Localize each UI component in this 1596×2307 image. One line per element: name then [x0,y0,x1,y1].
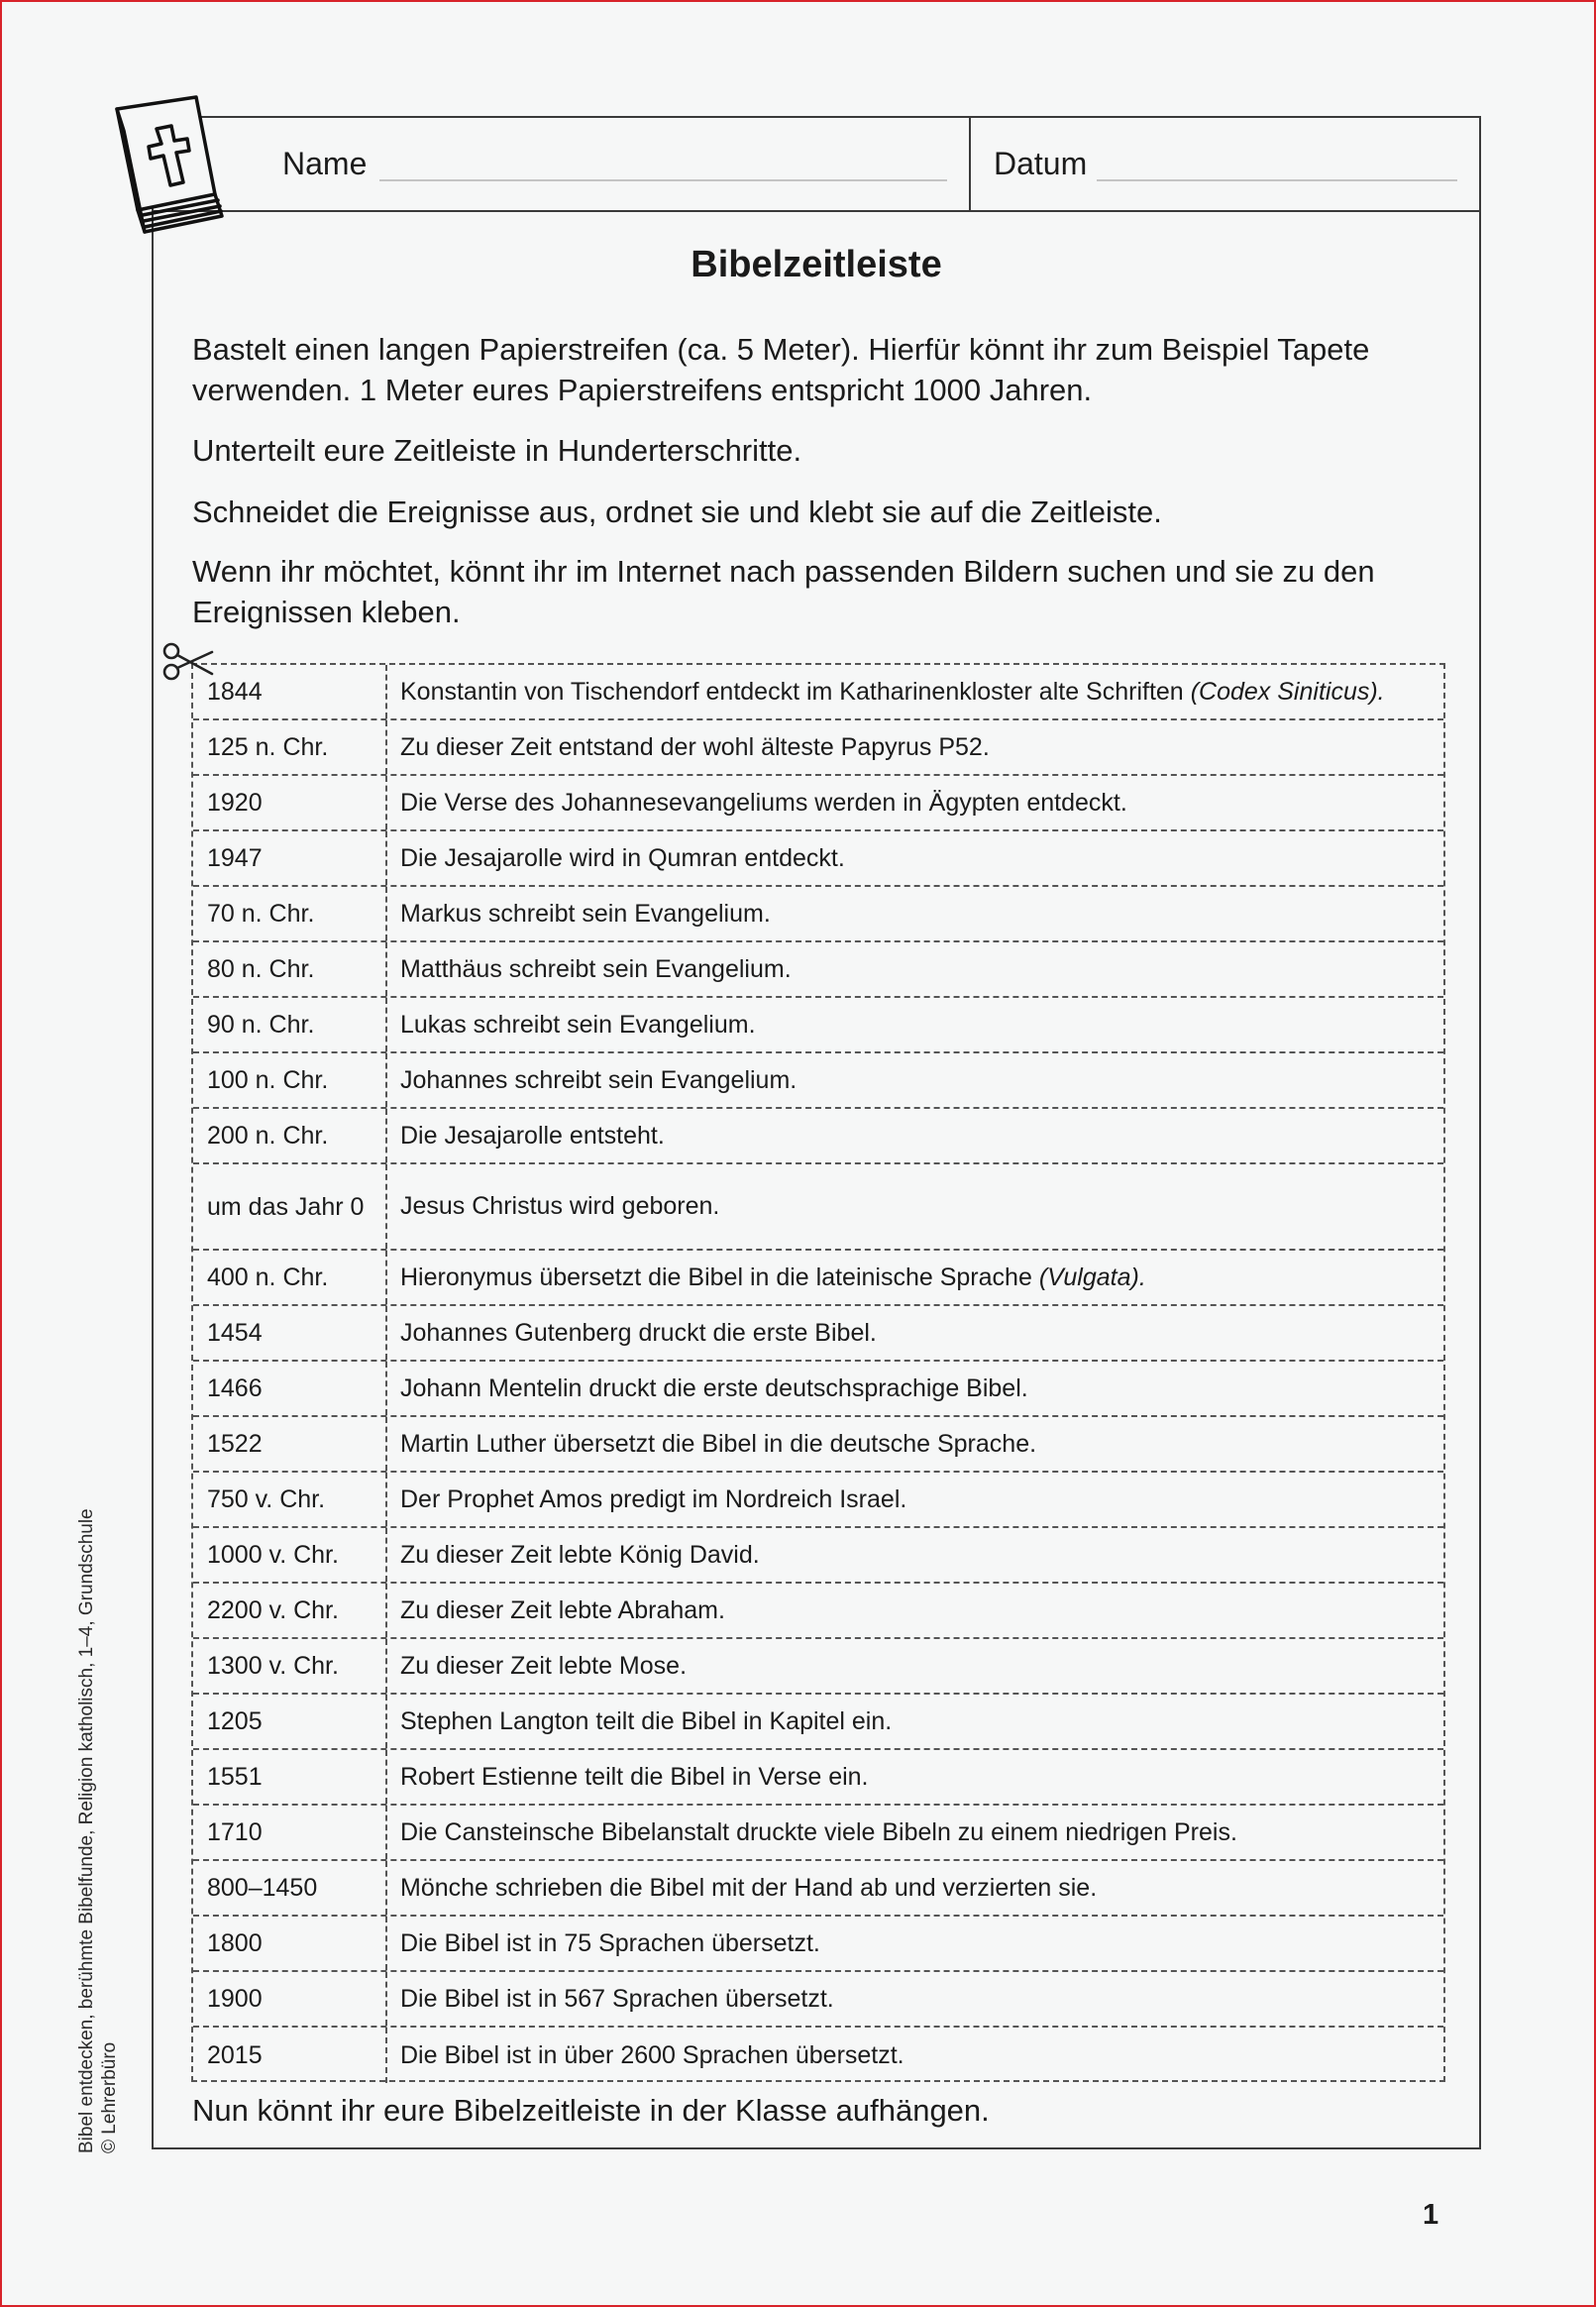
event-row [193,665,1443,720]
event-date: 1920 [207,789,263,817]
event-description [400,887,1436,940]
event-description [400,1417,1436,1471]
cut-line [385,776,387,829]
cut-line [385,887,387,940]
event-italic-note: (Vulgata). [1038,1263,1146,1291]
event-description [400,1750,1436,1804]
intro-paragraph-4: Wenn ihr möchtet, könnt ihr im Internet nach passenden Bildern suchen und sie zu den Ereignissen kleben. [192,554,1375,629]
event-row [193,1806,1443,1861]
event-date: 800–1450 [207,1874,318,1902]
event-date: 1800 [207,1929,263,1957]
event-text: Johann Mentelin druckt die erste deutschsprachige Bibel. [400,1373,1028,1402]
event-text: Hieronymus übersetzt die Bibel in die lateinische Sprache [400,1263,1032,1291]
event-description [400,1164,1436,1249]
event-cut-table [191,663,1445,2082]
event-date: 1844 [207,678,263,706]
cut-line [385,1306,387,1360]
event-row [193,1528,1443,1584]
event-description [400,1972,1436,2026]
cut-line [385,1053,387,1107]
event-date: 1900 [207,1985,263,2013]
cut-line [385,1639,387,1693]
event-date: 100 n. Chr. [207,1066,329,1094]
bible-book-icon [111,91,260,240]
worksheet [152,116,1481,2149]
event-description [400,1806,1436,1859]
cut-line [385,1750,387,1804]
event-row [193,720,1443,776]
cut-line [385,1251,387,1304]
event-row [193,1362,1443,1417]
cut-line [385,720,387,774]
event-row [193,1417,1443,1473]
intro-paragraph-2: Unterteilt eure Zeitleiste in Hunderterschritte. [192,433,802,468]
event-date: 80 n. Chr. [207,955,315,983]
event-description [400,1109,1436,1162]
page-title: Bibelzeitleiste [691,244,942,285]
event-row [193,1473,1443,1528]
event-date: 200 n. Chr. [207,1122,329,1150]
event-text: Zu dieser Zeit lebte Mose. [400,1651,688,1680]
event-text: Matthäus schreibt sein Evangelium. [400,954,792,983]
event-date: 750 v. Chr. [207,1485,326,1513]
event-text: Die Bibel ist in über 2600 Sprachen übersetzt. [400,2040,904,2069]
event-text: Martin Luther übersetzt die Bibel in die deutsche Sprache. [400,1429,1037,1458]
event-description [400,1639,1436,1693]
event-date: 400 n. Chr. [207,1263,329,1291]
event-row [193,887,1443,942]
event-italic-note: (Codex Siniticus). [1190,677,1385,706]
event-text: Markus schreibt sein Evangelium. [400,899,771,928]
event-text: Mönche schrieben die Bibel mit der Hand ab und verzierten sie. [400,1873,1098,1902]
event-text: Zu dieser Zeit entstand der wohl älteste Papyrus P52. [400,732,990,761]
name-field[interactable] [379,179,947,181]
event-description [400,1362,1436,1415]
cut-line [385,2028,387,2083]
event-date: 2200 v. Chr. [207,1596,339,1624]
event-text: Die Bibel ist in 75 Sprachen übersetzt. [400,1928,820,1957]
event-text: Die Verse des Johannesevangeliums werden in Ägypten entdeckt. [400,788,1127,817]
cut-line [385,1917,387,1970]
event-description [400,942,1436,996]
event-text: Konstantin von Tischendorf entdeckt im Katharinenkloster alte Schriften [400,677,1184,706]
event-row [193,831,1443,887]
sidebar-source-line: Bibel entdecken, berühmte Bibelfunde, Religion katholisch, 1–4, Grundschule [76,1508,97,2153]
event-date: 1947 [207,844,263,872]
event-text: Die Jesajarolle entsteht. [400,1121,665,1150]
page-number: 1 [1423,2199,1439,2231]
event-text: Johannes Gutenberg druckt die erste Bibel. [400,1318,877,1347]
event-date: 125 n. Chr. [207,733,329,761]
event-date: 1466 [207,1374,263,1402]
event-row [193,1639,1443,1695]
closing-text: Nun könnt ihr eure Bibelzeitleiste in der Klasse aufhängen. [192,2093,990,2128]
event-text: Die Bibel ist in 567 Sprachen übersetzt. [400,1984,834,2013]
name-label: Name [282,146,368,181]
cut-line [385,1528,387,1582]
event-text: Die Jesajarolle wird in Qumran entdeckt. [400,843,845,872]
cut-line [385,1861,387,1915]
cut-line [385,1417,387,1471]
scissors-icon [162,642,214,682]
event-date: 2015 [207,2041,263,2069]
event-description [400,720,1436,774]
event-description [400,1473,1436,1526]
event-row [193,1750,1443,1806]
event-text: Der Prophet Amos predigt im Nordreich Israel. [400,1484,907,1513]
event-description [400,776,1436,829]
event-row [193,998,1443,1053]
event-row [193,1695,1443,1750]
event-text: Robert Estienne teilt die Bibel in Verse ein. [400,1762,869,1791]
cut-line [385,1362,387,1415]
cut-line [385,1584,387,1637]
event-description [400,1251,1436,1304]
event-text: Zu dieser Zeit lebte Abraham. [400,1595,725,1624]
event-date: 1710 [207,1818,263,1846]
event-text: Zu dieser Zeit lebte König David. [400,1540,760,1569]
event-row [193,1306,1443,1362]
event-description [400,1861,1436,1915]
event-row [193,1861,1443,1917]
event-text: Jesus Christus wird geboren. [400,1192,720,1220]
event-date: um das Jahr 0 [207,1192,365,1221]
event-row [193,1164,1443,1251]
cut-line [385,831,387,885]
sidebar-copyright-line: © Lehrerbüro [99,2041,120,2153]
event-row [193,1109,1443,1164]
event-description [400,1528,1436,1582]
event-row [193,2028,1443,2083]
event-row [193,776,1443,831]
event-description [400,831,1436,885]
intro-paragraph-3: Schneidet die Ereignisse aus, ordnet sie und klebt sie auf die Zeitleiste. [192,494,1162,529]
event-description [400,1053,1436,1107]
cut-line [385,998,387,1051]
cut-line [385,1806,387,1859]
event-date: 1551 [207,1763,263,1791]
event-date: 70 n. Chr. [207,900,315,928]
event-description [400,1306,1436,1360]
event-row [193,1053,1443,1109]
event-text: Stephen Langton teilt die Bibel in Kapitel ein. [400,1706,893,1735]
cut-line [385,1473,387,1526]
event-date: 1300 v. Chr. [207,1652,339,1680]
event-date: 1000 v. Chr. [207,1541,339,1569]
cut-line [385,1164,387,1249]
event-date: 1522 [207,1430,263,1458]
event-description [400,2028,1436,2083]
cut-line [385,942,387,996]
date-label: Datum [994,146,1088,181]
event-description [400,1917,1436,1970]
event-row [193,1584,1443,1639]
cut-line [385,665,387,718]
event-date: 1205 [207,1707,263,1735]
event-row [193,1251,1443,1306]
cut-line [385,1109,387,1162]
header-row [154,118,1479,212]
event-description [400,1695,1436,1748]
date-field[interactable] [1097,179,1457,181]
event-text: Johannes schreibt sein Evangelium. [400,1065,798,1094]
event-row [193,942,1443,998]
event-description [400,1584,1436,1637]
event-row [193,1917,1443,1972]
event-date: 90 n. Chr. [207,1011,315,1039]
event-description [400,998,1436,1051]
intro-paragraph-1: Bastelt einen langen Papierstreifen (ca. 5 Meter). Hierfür könnt ihr zum Beispiel Tapete verwenden. 1 Meter eures Papierstreifens entspricht 1000 Jahren. [192,332,1370,407]
cut-line [385,1695,387,1748]
header-divider [969,118,971,210]
event-row [193,1972,1443,2028]
event-text: Die Cansteinsche Bibelanstalt druckte viele Bibeln zu einem niedrigen Preis. [400,1817,1237,1846]
event-date: 1454 [207,1319,263,1347]
event-text: Lukas schreibt sein Evangelium. [400,1010,756,1039]
event-description [400,665,1436,718]
copyright-sidebar [75,1508,121,2153]
cut-line [385,1972,387,2026]
